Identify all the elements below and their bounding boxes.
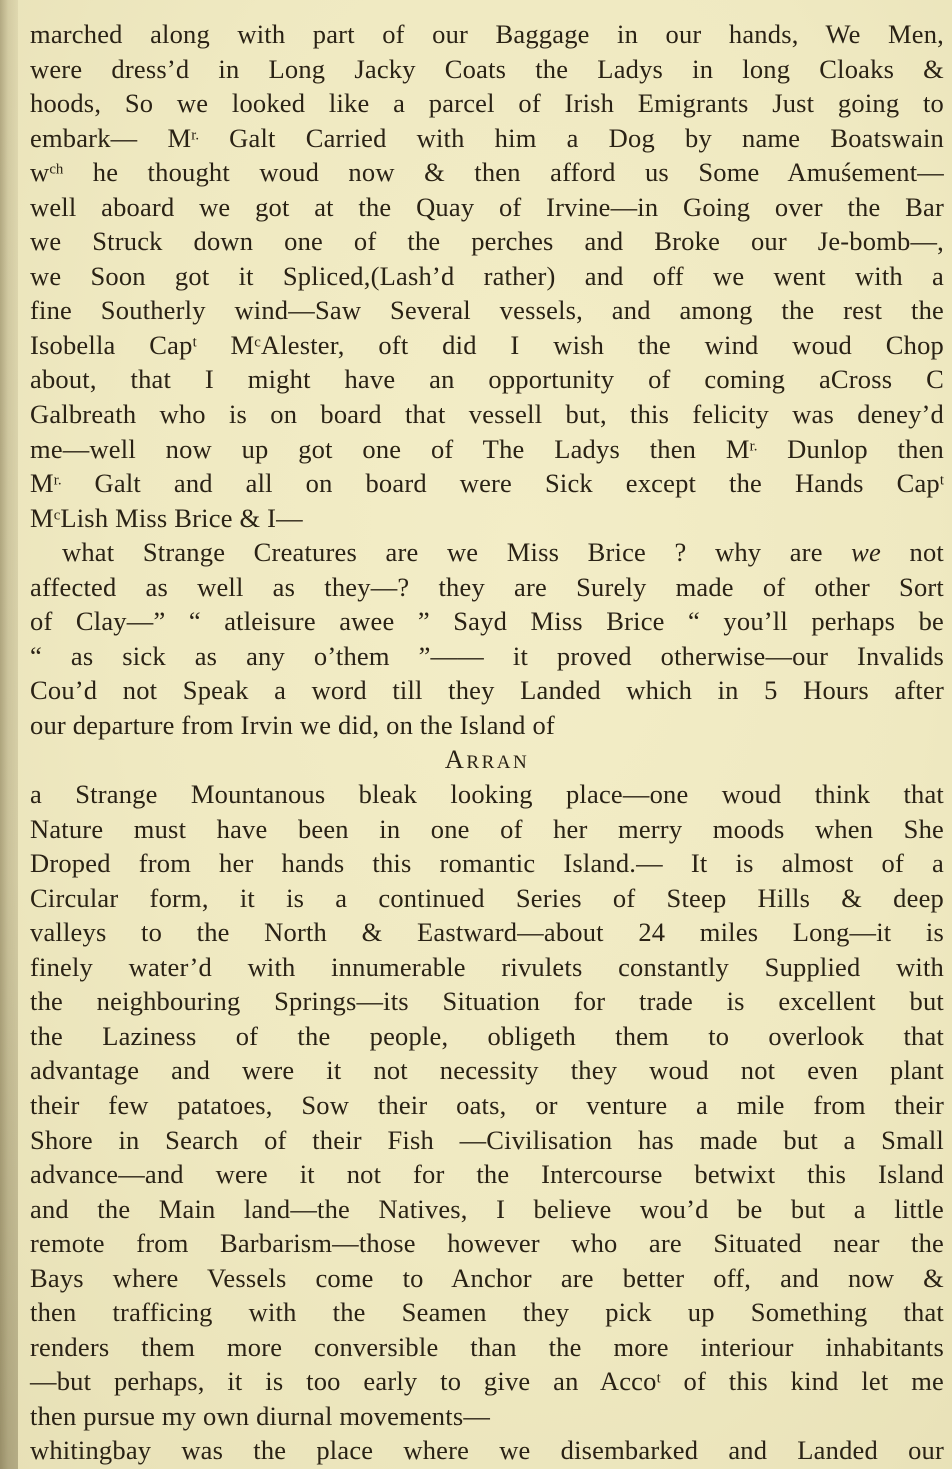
text-line: “ as sick as any o’them ”—— it proved otherwise—our Invalids bbox=[30, 640, 944, 671]
text-line: renders them more conversible than the more interiour inhabitants bbox=[30, 1331, 944, 1362]
text-line: well aboard we got at the Quay of Irvine—in Going over the Bar bbox=[30, 191, 944, 222]
text-line: then pursue my own diurnal movements— bbox=[30, 1400, 491, 1431]
text-line: Nature must have been in one of her merry moods when She bbox=[30, 813, 944, 844]
text-line: $M^{r.}$ Galt and all on board were Sick except the Hands Cap$^t$ bbox=[30, 468, 944, 499]
text-line: $w^{ch}$ he thought woud now & then afford us Some Amuśement— bbox=[30, 157, 944, 188]
text-line: then trafficing with the Seamen they pick up Something that bbox=[30, 1297, 944, 1328]
text-line: hoods, So we looked like a parcel of Irish Emigrants Just going to bbox=[30, 88, 944, 119]
text-line: whitingbay was the place where we disembarked and Landed our bbox=[30, 1435, 944, 1466]
superscript-run: t bbox=[656, 1370, 661, 1387]
text-line: embark— $M^{r.}$ Galt Carried with him a Dog by name Boatswain bbox=[30, 122, 944, 153]
superscript-run: t bbox=[939, 472, 944, 489]
text-line: fine Southerly wind—Saw Several vessels, and among the rest the bbox=[30, 295, 944, 326]
text-line: Isobella Cap$^t$ $M^cAlester$, oft did I wish the wind woud Chop bbox=[30, 329, 944, 360]
text-line: advance—and were it not for the Intercourse betwixt this Island bbox=[30, 1159, 944, 1190]
binding-gutter-shadow bbox=[0, 0, 18, 1469]
text-line: —but perhaps, it is too early to give an Acco$^t$ of this kind let me bbox=[30, 1366, 945, 1397]
italic-run: we bbox=[851, 537, 882, 568]
superscript-run: c bbox=[53, 506, 61, 523]
superscript-run: c bbox=[254, 334, 261, 351]
text-line: what Strange Creatures are we Miss Brice ? why are we not bbox=[62, 537, 944, 568]
text-line: valleys to the North & Eastward—about 24 miles Long—it is bbox=[30, 917, 944, 948]
text-line: a Strange Mountanous bleak looking place—one woud think that bbox=[30, 779, 944, 810]
text-line: Circular form, it is a continued Series of Steep Hills & deep bbox=[30, 882, 944, 913]
text-line: Bays where Vessels come to Anchor are better off, and now & bbox=[30, 1262, 944, 1293]
text-line: of Clay—” “ atleisure awee ” Sayd Miss Brice “ you’ll perhaps be bbox=[30, 606, 944, 637]
text-line: marched along with part of our Baggage in our hands, We Men, bbox=[30, 19, 944, 49]
text-line: were dress’d in Long Jacky Coats the Ladys in long Cloaks & bbox=[30, 53, 944, 84]
text-line: the neighbouring Springs—its Situation for trade is excellent but bbox=[30, 986, 944, 1017]
text-line: we Struck down one of the perches and Broke our Je-bomb—, bbox=[30, 226, 944, 257]
text-line: about, that I might have an opportunity of coming aCross C bbox=[30, 364, 944, 395]
text-line: Cou’d not Speak a word till they Landed which in 5 Hours after bbox=[30, 675, 944, 706]
text-line: and the Main land—the Natives, I believe wou’d be but a little bbox=[30, 1193, 944, 1224]
text-line: finely water’d with innumerable rivulets constantly Supplied with bbox=[30, 951, 944, 982]
text-line: Droped from her hands this romantic Island.— It is almost of a bbox=[30, 848, 944, 879]
text-line: Galbreath who is on board that vessell but, this felicity was deney’d bbox=[30, 399, 944, 430]
text-line: the Laziness of the people, obligeth them to overlook that bbox=[30, 1020, 944, 1051]
superscript-run: t bbox=[192, 334, 197, 351]
text-line: advantage and were it not necessity they woud not even plant bbox=[30, 1055, 944, 1086]
text-line: me—well now up got one of The Ladys then $M^{r.}$ Dunlop then bbox=[30, 433, 945, 464]
superscript-run: r. bbox=[53, 472, 62, 489]
superscript-run: r. bbox=[191, 126, 200, 143]
text-line: remote from Barbarism—those however who are Situated near the bbox=[30, 1228, 944, 1259]
text-line: their few patatoes, Sow their oats, or venture a mile from their bbox=[30, 1089, 944, 1120]
text-line: our departure from Irvin we did, on the Island of bbox=[30, 709, 555, 740]
text-line: $M^cLish$ Miss Brice & I— bbox=[30, 502, 303, 533]
section-heading-arran: Arran bbox=[444, 744, 530, 775]
page-text-block bbox=[30, 17, 944, 1468]
superscript-run: ch bbox=[49, 161, 64, 178]
text-line: we Soon got it Spliced,(Lash’d rather) and off we went with a bbox=[30, 260, 944, 291]
text-line: affected as well as they—? they are Surely made of other Sort bbox=[30, 571, 944, 602]
text-line: Shore in Search of their Fish —Civilisation has made but a Small bbox=[30, 1124, 944, 1155]
superscript-run: r. bbox=[749, 437, 758, 454]
